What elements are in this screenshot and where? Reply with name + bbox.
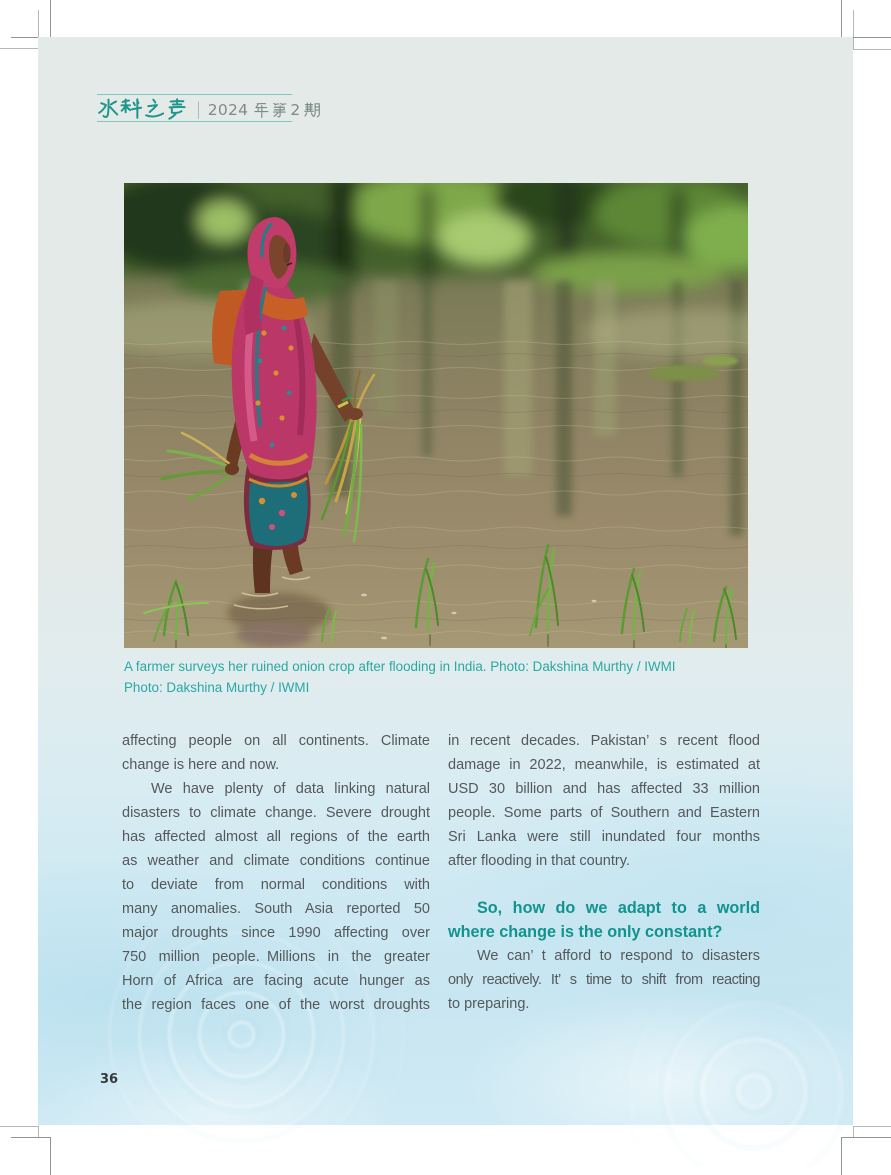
body-block — [448, 729, 760, 873]
body-line: only reactively. It’ s time to shift from reacting — [448, 972, 760, 988]
body-line: We have plenty of data linking natural — [151, 781, 430, 797]
issue-year: 2024 — [207, 100, 249, 119]
body-line: in recent decades. Pakistan’ s recent flood — [448, 733, 760, 749]
body-line: has affected almost all regions of the earth — [122, 829, 430, 845]
heading-block — [448, 896, 760, 944]
body-line: change is here and now. — [122, 757, 280, 773]
body-line: Sri Lanka were still inundated four months — [448, 829, 760, 845]
body-block — [122, 729, 430, 1017]
masthead — [97, 97, 321, 122]
cjk-glyph-qi — [304, 102, 321, 119]
cjk-glyph-shui — [97, 98, 120, 121]
body-line: major droughts since 1990 affecting over — [122, 925, 430, 941]
masthead-separator: | — [196, 99, 200, 119]
body-line: the region faces one of the worst droughts — [122, 997, 430, 1013]
cjk-glyph-ke — [120, 98, 143, 121]
photo-caption — [124, 656, 676, 698]
body-column-left — [122, 729, 430, 1017]
body-line: after flooding in that country. — [448, 853, 630, 869]
body-line: damage in 2022, meanwhile, is estimated at — [448, 757, 760, 773]
cjk-glyph-zhi — [143, 98, 166, 121]
cjk-glyph-nian — [253, 102, 270, 119]
masthead-underline — [97, 121, 292, 122]
body-line: many anomalies. South Asia reported 50 — [122, 901, 430, 917]
photo-caption-line-1: A farmer surveys her ruined onion crop after flooding in India. Photo: Dakshina Murthy / IWMI — [124, 659, 676, 674]
page-background — [38, 37, 853, 1125]
masthead-overline — [97, 94, 292, 95]
cjk-glyph-sheng — [166, 98, 189, 121]
cjk-glyph-di — [271, 102, 288, 119]
body-line: disasters to climate change. Severe drought — [122, 805, 430, 821]
body-line: affecting people on all continents. Climate — [122, 733, 430, 749]
issue-number: 2 — [290, 100, 301, 119]
body-line: as weather and climate conditions continue — [122, 853, 430, 869]
article-photo — [124, 183, 748, 648]
body-line: Horn of Africa are facing acute hunger as — [122, 973, 430, 989]
photo-caption-line-2: Photo: Dakshina Murthy / IWMI — [124, 680, 310, 695]
body-line: people. Some parts of Southern and Eastern — [448, 805, 760, 821]
body-line: to deviate from normal conditions with — [122, 877, 430, 893]
body-block — [448, 944, 760, 1016]
body-column-right — [448, 729, 760, 1016]
body-line: 750 million people. Millions in the greater — [122, 949, 430, 965]
page-number: 36 — [100, 1072, 119, 1087]
body-line: We can’ t afford to respond to disasters — [477, 948, 760, 964]
body-line: USD 30 billion and has affected 33 million — [448, 781, 760, 797]
subheading-line: So, how do we adapt to a world — [477, 899, 760, 917]
subheading-line: where change is the only constant? — [448, 923, 723, 941]
body-line: to preparing. — [448, 996, 530, 1012]
